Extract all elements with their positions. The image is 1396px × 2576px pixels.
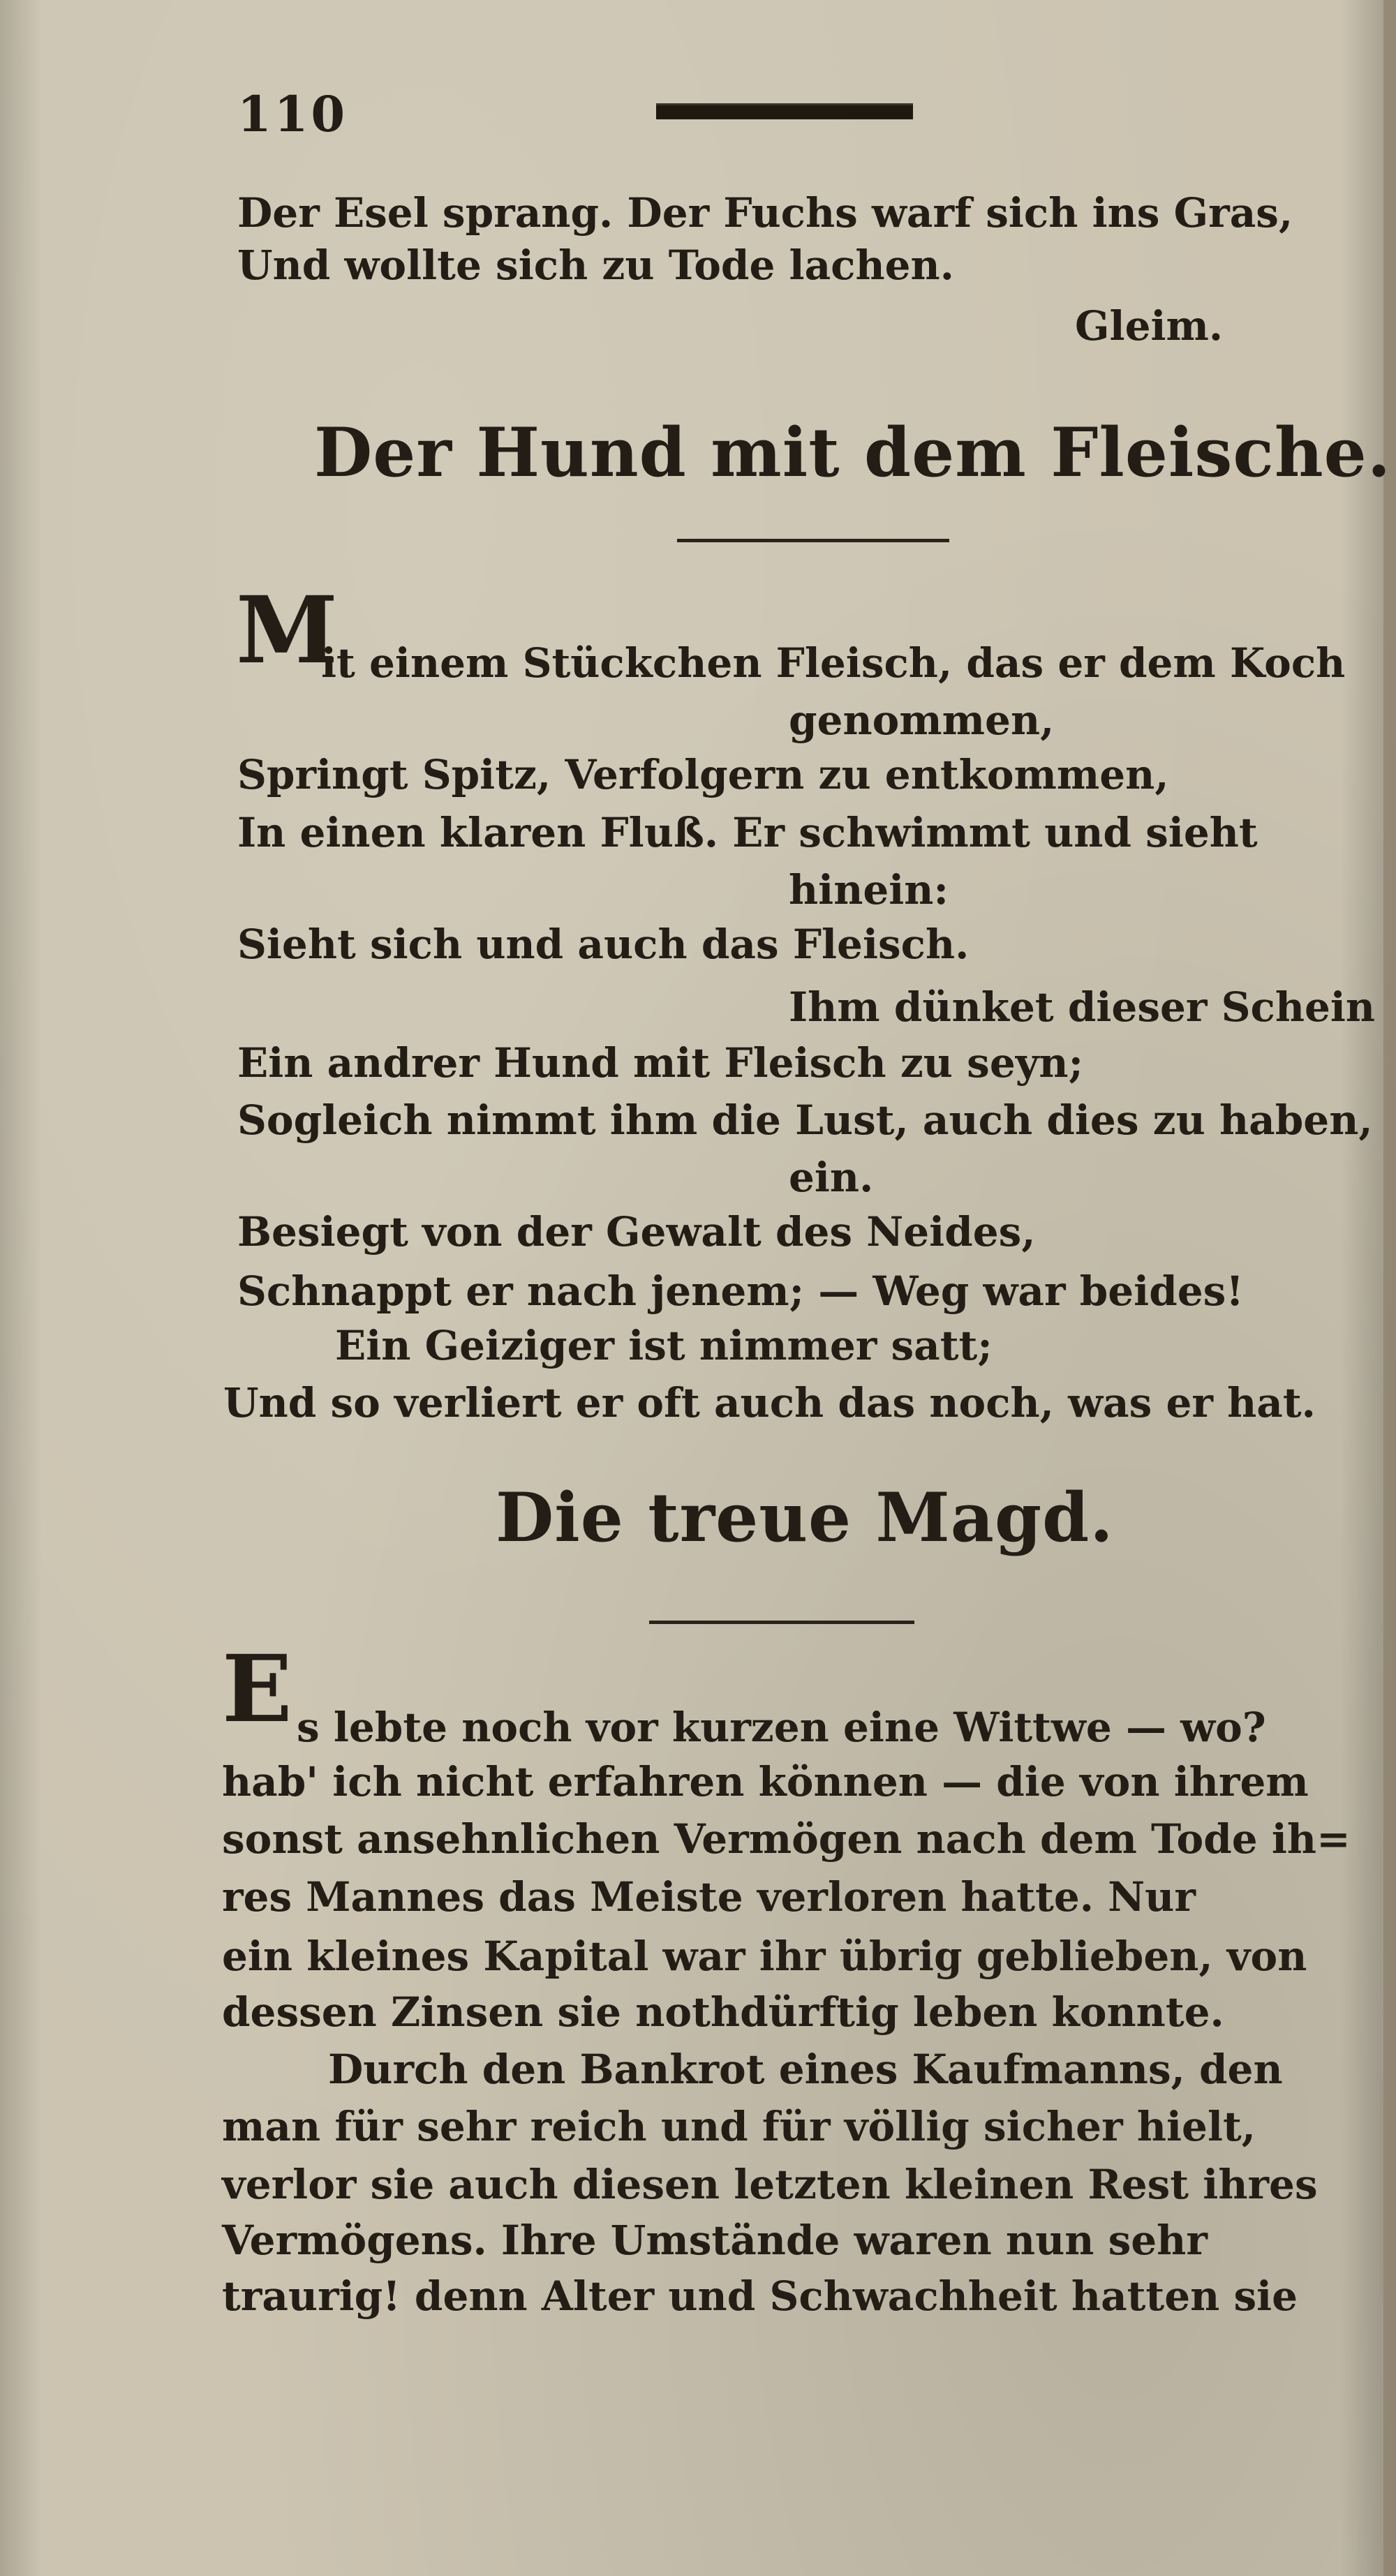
story-line-4: res Mannes das Meiste verloren hatte. Nur xyxy=(222,1873,1196,1921)
fable2-line-3: Springt Spitz, Verfolgern zu entkommen, xyxy=(237,751,1169,798)
fable2-title: Der Hund mit dem Fleische. xyxy=(314,413,1392,492)
fable2-line-14: Und so verliert er oft auch das noch, was er hat. xyxy=(223,1379,1316,1427)
story-line-9: verlor sie auch diesen letzten kleinen Rest ihres xyxy=(222,2161,1318,2208)
story-line-2: hab' ich nicht erfahren können — die von ihrem xyxy=(222,1758,1309,1806)
header-rule xyxy=(656,103,913,119)
story-line-1: s lebte noch vor kurzen eine Wittwe — wo? xyxy=(297,1704,1266,1751)
fable2-line-5: hinein: xyxy=(789,866,949,914)
fable2-line-13: Ein Geiziger ist nimmer satt; xyxy=(335,1322,993,1369)
story-line-6: dessen Zinsen sie nothdürftig leben konnte. xyxy=(222,1988,1224,2036)
fable2-line-7: Ihm dünket dieser Schein xyxy=(789,983,1376,1031)
fable2-dropcap: M xyxy=(236,576,339,685)
fable2-line-4: In einen klaren Fluß. Er schwimmt und sieht xyxy=(237,809,1258,856)
story-line-3: sonst ansehnlichen Vermögen nach dem Tode ih= xyxy=(222,1815,1351,1863)
fable2-title-rule xyxy=(677,539,949,542)
fable2-line-11: Besiegt von der Gewalt des Neides, xyxy=(237,1208,1036,1256)
story-line-5: ein kleines Kapital war ihr übrig geblieben, von xyxy=(222,1933,1307,1980)
story-title: Die treue Magd. xyxy=(496,1478,1114,1557)
story-line-11: traurig! denn Alter und Schwachheit hatten sie xyxy=(222,2272,1298,2320)
fable2-line-2: genommen, xyxy=(789,697,1055,744)
page-edge-shadow xyxy=(1383,0,1396,2576)
fable2-line-1: it einem Stückchen Fleisch, das er dem Koch xyxy=(321,639,1346,687)
story-line-7: Durch den Bankrot eines Kaufmanns, den xyxy=(328,2046,1283,2093)
fable1-author: Gleim. xyxy=(1075,302,1224,350)
page-number: 110 xyxy=(237,85,348,143)
fable1-line-1: Der Esel sprang. Der Fuchs warf sich ins Gras, xyxy=(237,189,1293,237)
fable2-line-9: Sogleich nimmt ihm die Lust, auch dies zu haben, xyxy=(237,1096,1373,1144)
story-title-rule xyxy=(649,1621,914,1624)
story-dropcap: E xyxy=(222,1635,292,1743)
fable2-line-12: Schnappt er nach jenem; — Weg war beides! xyxy=(237,1267,1244,1315)
fable2-line-6: Sieht sich und auch das Fleisch. xyxy=(237,921,970,968)
fable2-line-8: Ein andrer Hund mit Fleisch zu seyn; xyxy=(237,1039,1083,1087)
fable2-line-10: ein. xyxy=(789,1154,874,1201)
fable1-line-2: Und wollte sich zu Tode lachen. xyxy=(237,241,954,289)
story-line-8: man für sehr reich und für völlig sicher hielt, xyxy=(222,2103,1256,2150)
story-line-10: Vermögens. Ihre Umstände waren nun sehr xyxy=(222,2217,1208,2264)
